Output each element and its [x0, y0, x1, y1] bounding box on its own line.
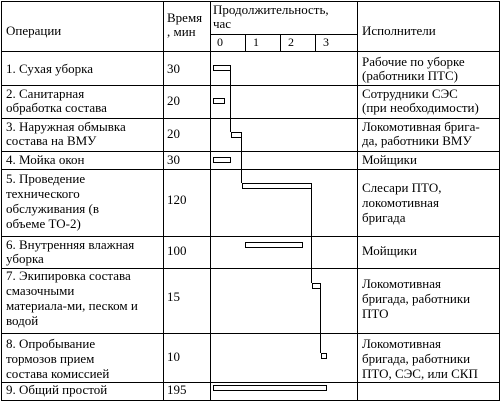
- row-1-performer: Рабочие по уборке (работники ПТС): [362, 55, 465, 83]
- hour-divider: [245, 34, 246, 51]
- row-8-performer: Локомотивная бригада, работники ПТО, СЭС, или СКП: [362, 336, 478, 381]
- gantt-bar-row-6: [245, 242, 303, 248]
- row-3-time: 20: [167, 127, 180, 141]
- row-4-performer: Мойщики: [362, 153, 417, 167]
- hour-tick-2: 2: [288, 35, 294, 49]
- header-operations: Операции: [6, 24, 62, 38]
- gantt-bar-row-1: [213, 65, 231, 71]
- row-3-performer: Локомотивная брига- да, работники ВМУ: [362, 120, 480, 148]
- gantt-bar-row-5: [242, 183, 312, 189]
- gantt-bar-row-2: [213, 98, 225, 104]
- hour-header-divider: [210, 34, 357, 35]
- row-1-operation: 1. Сухая уборка: [6, 62, 94, 76]
- row-divider: [1, 118, 499, 119]
- row-4-operation: 4. Мойка окон: [6, 153, 85, 167]
- row-2-performer: Сотрудники СЭС (при необходимости): [362, 87, 479, 115]
- row-2-operation: 2. Санитарная обработка состава: [6, 87, 107, 115]
- gantt-connector: [320, 289, 321, 353]
- header-time: Время , мин: [167, 11, 203, 39]
- row-7-operation: 7. Экипировка состава смазочными материала-ми, песком и водой: [6, 268, 138, 328]
- row-divider: [1, 1, 499, 2]
- row-divider: [1, 51, 499, 52]
- row-divider: [1, 151, 499, 152]
- row-9-time: 195: [167, 383, 187, 397]
- row-8-time: 10: [167, 350, 180, 364]
- hour-tick-3: 3: [323, 35, 329, 49]
- row-3-operation: 3. Наружная обмывка состава на ВМУ: [6, 120, 126, 148]
- gantt-bar-row-4: [213, 157, 231, 163]
- row-7-time: 15: [167, 290, 180, 304]
- row-divider: [1, 400, 499, 401]
- row-2-time: 20: [167, 94, 180, 108]
- row-7-performer: Локомотивная бригада, работники ПТО: [362, 276, 471, 321]
- column-divider: [499, 1, 500, 401]
- row-6-operation: 6. Внутренняя влажная уборка: [6, 238, 135, 266]
- gantt-connector: [230, 71, 231, 132]
- column-divider: [1, 1, 2, 401]
- row-divider: [1, 85, 499, 86]
- header-performers: Исполнители: [362, 24, 436, 38]
- header-duration: Продолжительность, час: [213, 3, 329, 31]
- row-5-time: 120: [167, 193, 187, 207]
- row-divider: [1, 169, 499, 170]
- row-4-time: 30: [167, 153, 180, 167]
- row-8-operation: 8. Опробывание тормозов прием состава комиссией: [6, 336, 110, 381]
- row-5-operation: 5. Проведение технического обслуживания (в объеме ТО-2): [6, 171, 99, 231]
- row-5-performer: Слесари ПТО, локомотивная бригада: [362, 180, 442, 225]
- gantt-bar-row-9: [213, 385, 327, 391]
- gantt-bar-row-8: [321, 353, 327, 359]
- column-divider: [210, 1, 211, 401]
- column-divider: [357, 1, 358, 401]
- gantt-connector: [311, 189, 312, 283]
- row-1-time: 30: [167, 62, 180, 76]
- row-divider: [1, 236, 499, 237]
- hour-divider: [280, 34, 281, 51]
- row-6-time: 100: [167, 244, 187, 258]
- hour-divider: [315, 34, 316, 51]
- row-divider: [1, 333, 499, 334]
- column-divider: [163, 1, 164, 401]
- gantt-connector: [241, 138, 242, 183]
- row-6-performer: Мойщики: [362, 244, 417, 258]
- hour-tick-0: 0: [217, 35, 223, 49]
- row-9-operation: 9. Общий простой: [6, 383, 108, 397]
- hour-tick-1: 1: [253, 35, 259, 49]
